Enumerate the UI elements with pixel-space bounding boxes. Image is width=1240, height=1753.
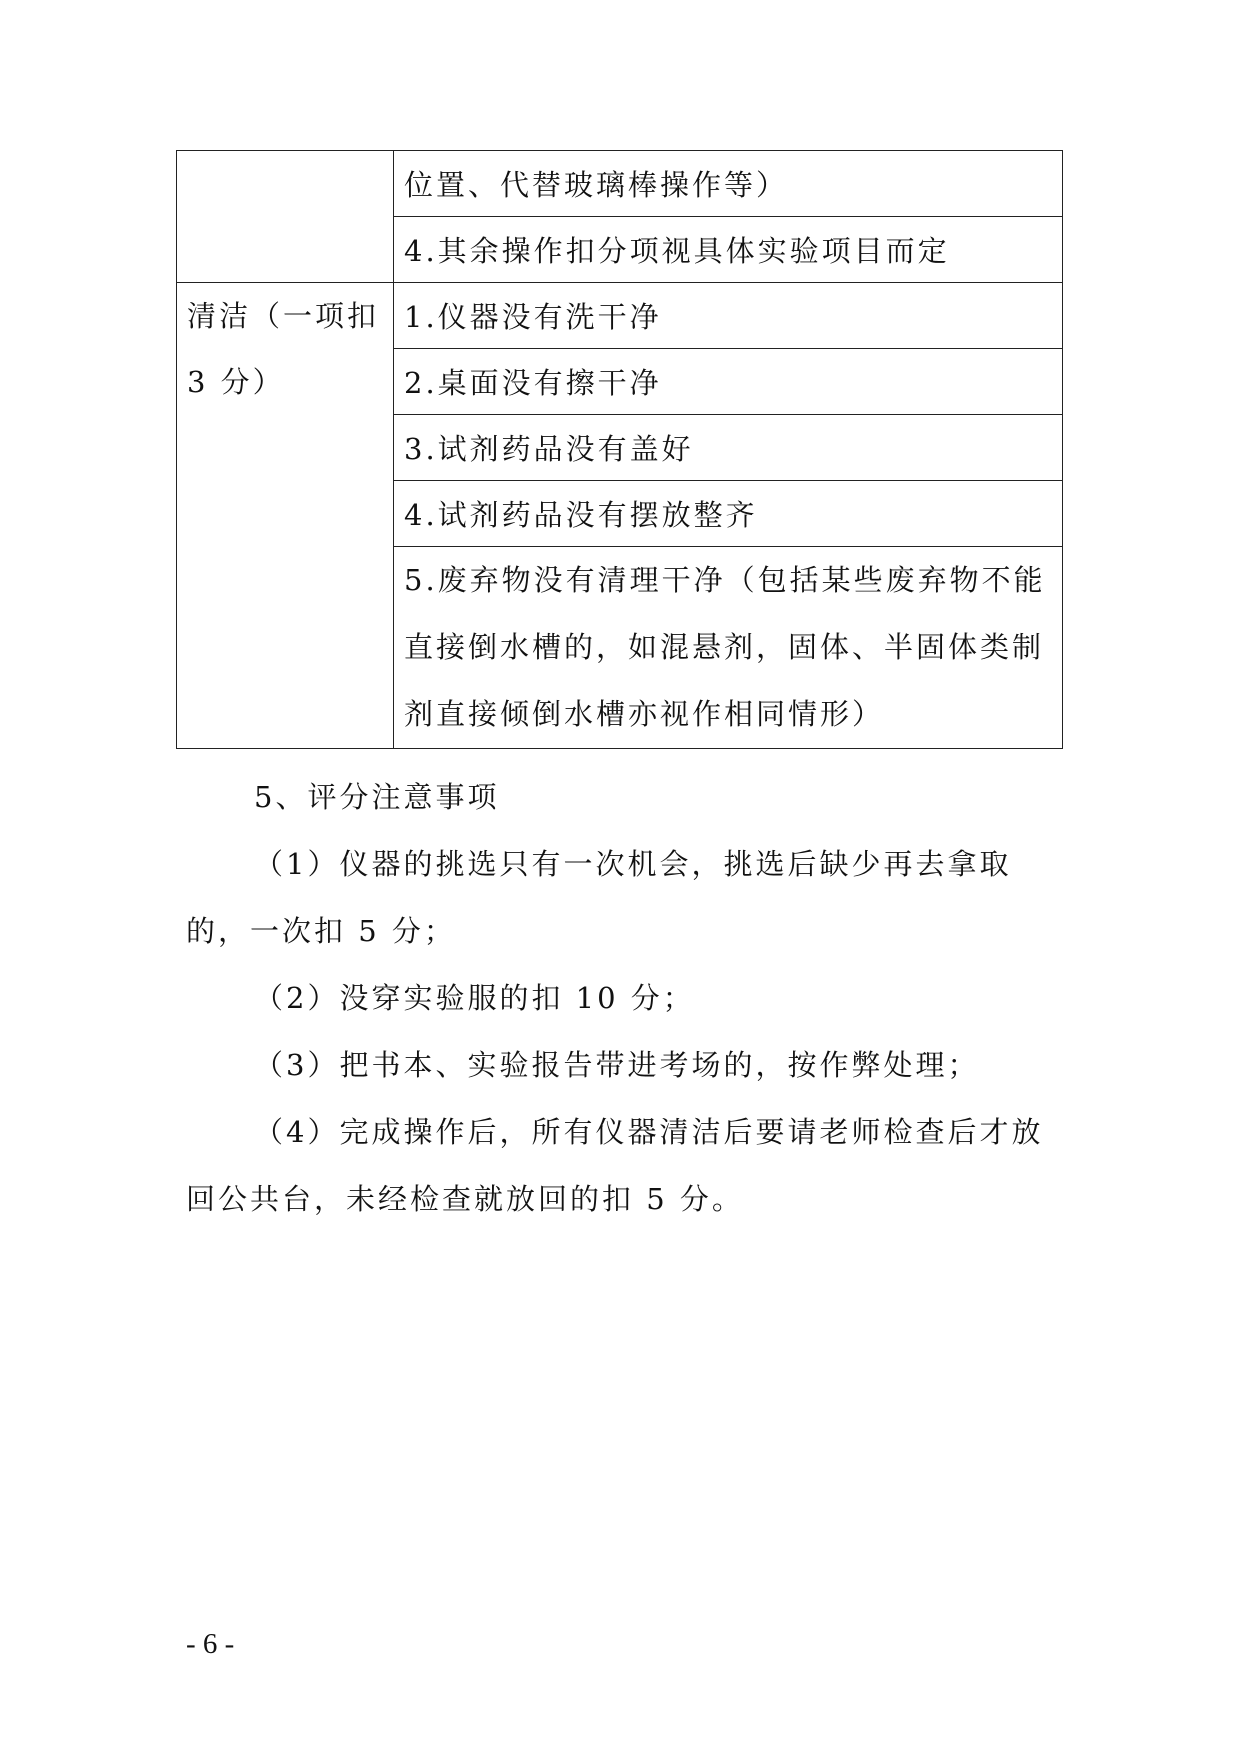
criteria-item: 4.其余操作扣分项视具体实验项目而定 [394,217,1063,283]
criteria-item: 3.试剂药品没有盖好 [394,415,1063,481]
note-item: （4）完成操作后，所有仪器清洁后要请老师检查后才放回公共台，未经检查就放回的扣 5 分。 [186,1115,1044,1216]
table-row [177,151,1063,217]
table-row [177,283,1063,349]
criteria-item: 2.桌面没有擦干净 [394,349,1063,415]
criteria-item: 5.废弃物没有清理干净（包括某些废弃物不能直接倒水槽的，如混悬剂，固体、半固体类制剂直接倾倒水槽亦视作相同情形） [394,547,1063,749]
criteria-item: 1.仪器没有洗干净 [394,283,1063,349]
note-item: （3）把书本、实验报告带进考场的，按作弊处理； [254,1048,980,1082]
page-number: - 6 - [186,1628,235,1660]
notes-heading: 5、评分注意事项 [254,780,500,814]
criteria-item: 4.试剂药品没有摆放整齐 [394,481,1063,547]
scoring-notes [186,764,1052,1233]
category-cell-cleaning: 清洁（一项扣 3 分） [177,283,394,749]
note-item: （1）仪器的挑选只有一次机会，挑选后缺少再去拿取的，一次扣 5 分； [186,847,1012,948]
category-cell-continued [177,151,394,283]
criteria-item: 位置、代替玻璃棒操作等） [394,151,1063,217]
note-item: （2）没穿实验服的扣 10 分； [254,981,695,1015]
scoring-criteria-table [176,150,1063,749]
